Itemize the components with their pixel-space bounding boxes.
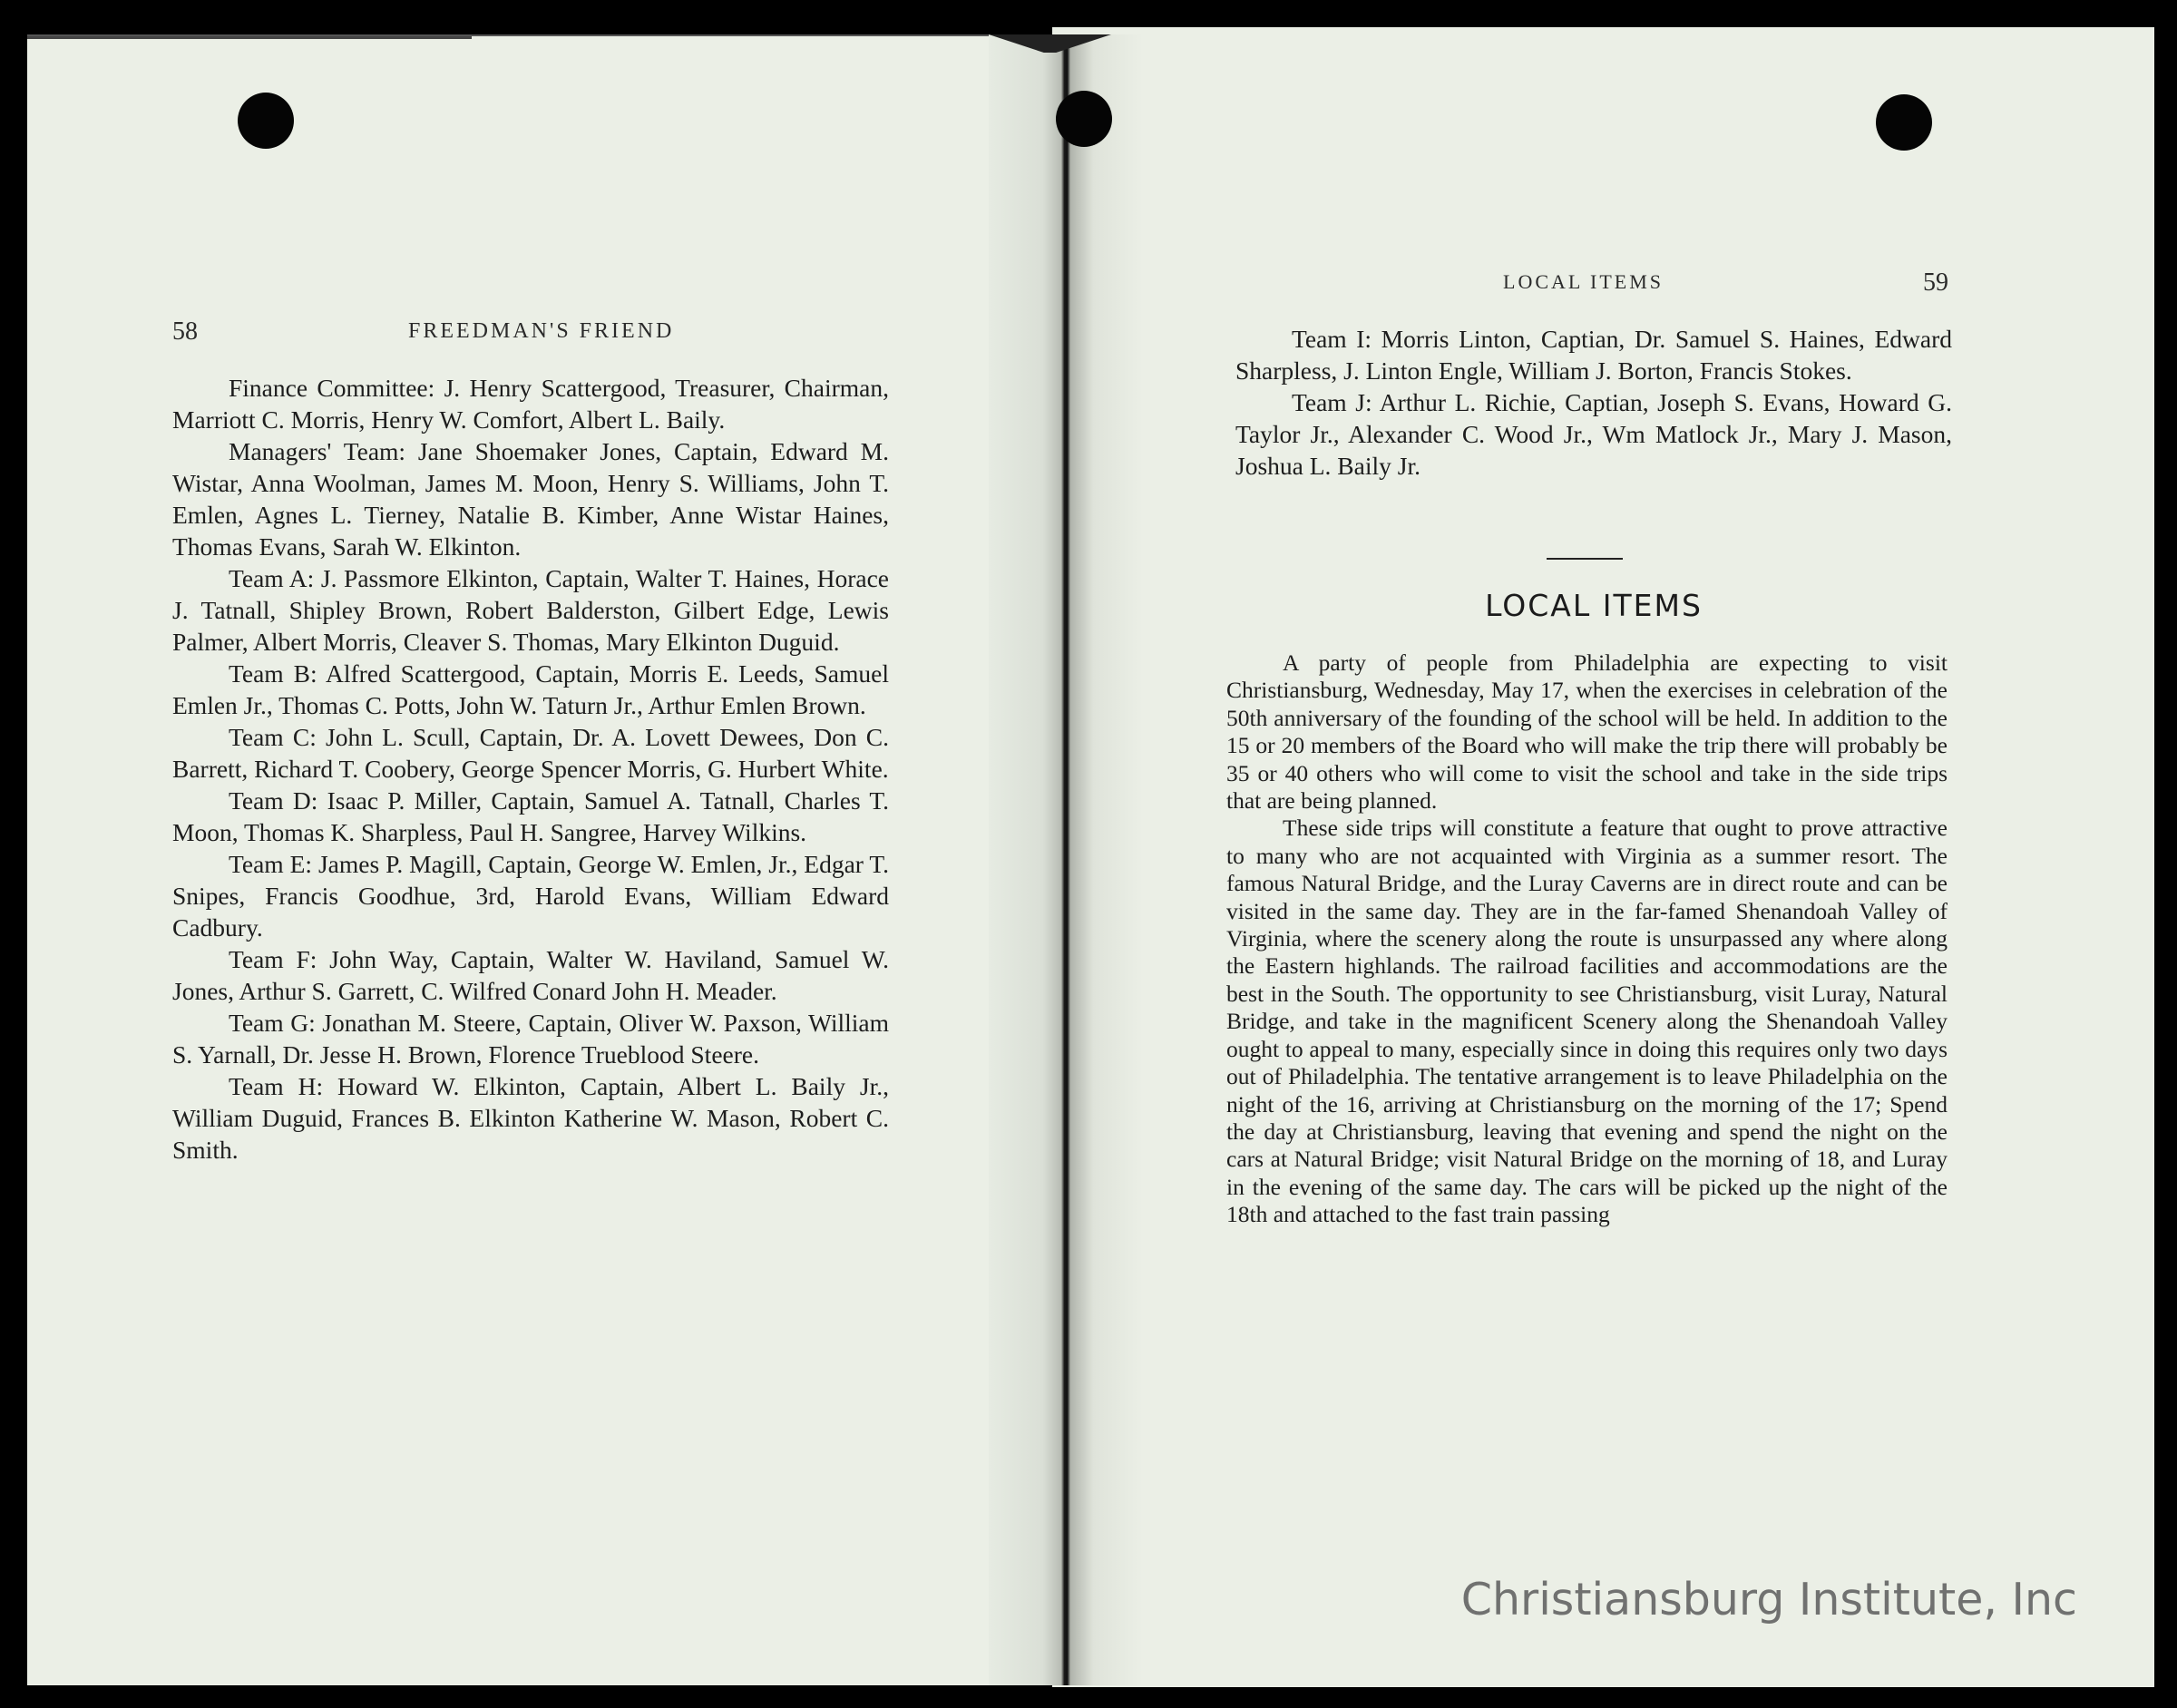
team-h-paragraph: Team H: Howard W. Elkinton, Captain, Albert L. Baily Jr., William Duguid, Frances B. Elkinton Katherine W. Mason, Robert C. Smith. [172, 1072, 889, 1164]
right-running-head: LOCAL ITEMS [1503, 270, 1664, 293]
right-team-list [1235, 323, 1952, 482]
page-gutter [989, 34, 1143, 1685]
punch-hole-left [238, 93, 294, 149]
left-page-number: 58 [172, 317, 198, 346]
left-running-head: FREEDMAN'S FRIEND [408, 319, 675, 343]
article-paragraph: A party of people from Philadelphia are expecting to visit Christiansburg, Wednesday, May 17, when the exercises in celebration of the 50th anniversary of the founding of the school will be held. In addition to the 15 or 20 members of the Board who will make the trip there will probably be 35 or 40 others who will come to visit the school and take in the side trips that are being planned. [1226, 649, 1948, 815]
team-i-paragraph: Team I: Morris Linton, Captian, Dr. Samuel S. Haines, Edward Sharpless, J. Linton Engle, William J. Borton, Francis Stokes. [1235, 325, 1952, 385]
team-d-paragraph: Team D: Isaac P. Miller, Captain, Samuel A. Tatnall, Charles T. Moon, Thomas K. Sharpless, Paul H. Sangree, Harvey Wilkins. [172, 786, 889, 846]
section-divider [1547, 558, 1623, 560]
team-a-paragraph: Team A: J. Passmore Elkinton, Captain, Walter T. Haines, Horace J. Tatnall, Shipley Brown, Robert Balderston, Gilbert Edge, Lewis Palmer, Albert Morris, Cleaver S. Thomas, Mary Elkinton Duguid. [172, 564, 889, 656]
local-items-article [1226, 649, 1948, 1229]
watermark: Christiansburg Institute, Inc [1460, 1574, 2077, 1625]
team-j-paragraph: Team J: Arthur L. Richie, Captian, Joseph S. Evans, Howard G. Taylor Jr., Alexander C. Wood Jr., Wm Matlock Jr., Mary J. Mason, Joshua L. Baily Jr. [1235, 388, 1952, 480]
team-g-paragraph: Team G: Jonathan M. Steere, Captain, Oliver W. Paxson, William S. Yarnall, Dr. Jesse H. Brown, Florence Trueblood Steere. [172, 1009, 889, 1069]
team-c-paragraph: Team C: John L. Scull, Captain, Dr. A. Lovett Dewees, Don C. Barrett, Richard T. Coobery, George Spencer Morris, G. Hurbert White. [172, 723, 889, 783]
section-title: LOCAL ITEMS [1485, 588, 1703, 623]
team-b-paragraph: Team B: Alfred Scattergood, Captain, Morris E. Leeds, Samuel Emlen Jr., Thomas C. Potts, John W. Taturn Jr., Arthur Emlen Brown. [172, 659, 889, 719]
article-paragraph: These side trips will constitute a feature that ought to prove attractive to many who are not acquainted with Virginia as a summer resort. The famous Natural Bridge, and the Luray Caverns are in direct route and can be visited in the same day. They are in the far-famed Shenandoah Valley of Virginia, where the scenery along the route is unsurpassed any where along the Eastern highlands. The railroad facilities and accommodations are the best in the South. The opportunity to see Christiansburg, visit Luray, Natural Bridge, and take in the magnificent Scenery along the Shenandoah Valley ought to appeal to many, especially since in doing this requires only two days out of Philadelphia. The tentative arrangement is to leave Philadelphia on the night of the 16, arriving at Christiansburg on the morning of the 17; Spend the day at Christiansburg, leaving that evening and spend the night on the cars at Natural Bridge; visit Natural Bridge on the morning of 18, and Luray in the evening of the same day. The cars will be picked up the night of the 18th and attached to the fast train passing [1226, 815, 1948, 1228]
finance-committee-paragraph: Finance Committee: J. Henry Scattergood, Treasurer, Chairman, Marriott C. Morris, Henry W. Comfort, Albert L. Baily. [172, 374, 889, 434]
team-e-paragraph: Team E: James P. Magill, Captain, George W. Emlen, Jr., Edgar T. Snipes, Francis Goodhue, 3rd, Harold Evans, William Edward Cadbury. [172, 850, 889, 942]
left-page-text [172, 372, 889, 1166]
top-edge-rule [27, 36, 472, 39]
punch-hole-right [1876, 94, 1932, 151]
punch-hole-center [1056, 91, 1112, 147]
managers-team-paragraph: Managers' Team: Jane Shoemaker Jones, Captain, Edward M. Wistar, Anna Woolman, James M. Moon, Henry S. Williams, John T. Emlen, Agnes L. Tierney, Natalie B. Kimber, Anne Wistar Haines, Thomas Evans, Sarah W. Elkinton. [172, 437, 889, 561]
right-page-number: 59 [1923, 268, 1948, 297]
team-f-paragraph: Team F: John Way, Captain, Walter W. Haviland, Samuel W. Jones, Arthur S. Garrett, C. Wilfred Conard John H. Meader. [172, 945, 889, 1005]
